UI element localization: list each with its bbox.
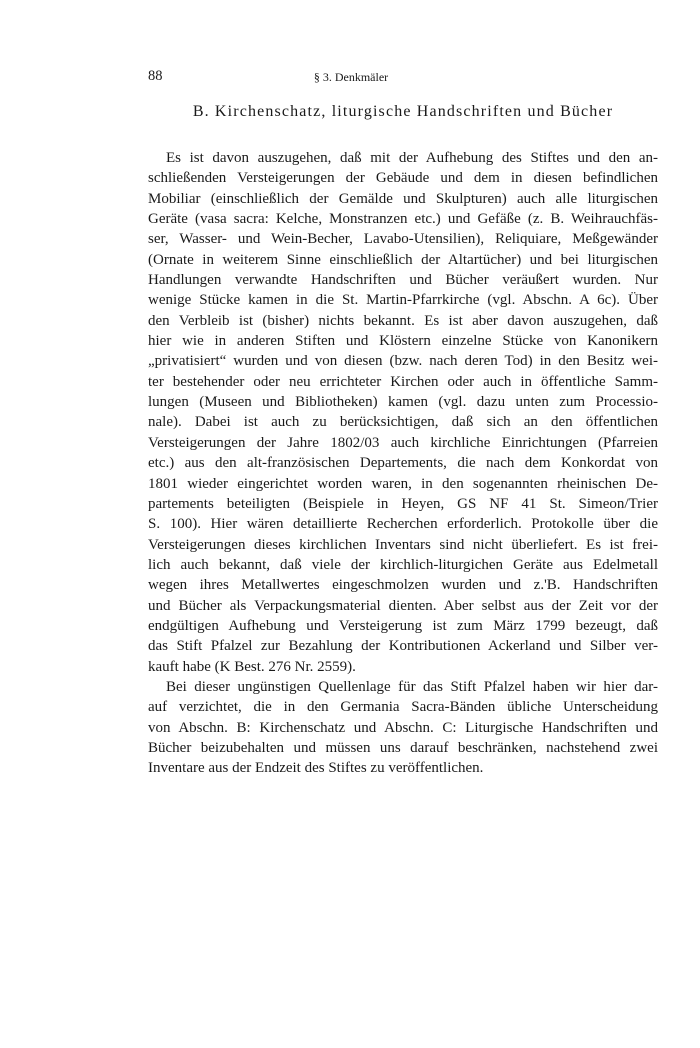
- text-line: das Stift Pfalzel zur Bezahlung der Kontributionen Ackerland und Silber ver-: [148, 638, 658, 655]
- text-line: nale). Dabei ist auch zu berücksichtigen, daß sich an den öffentlichen: [148, 414, 658, 431]
- text-line: S. 100). Hier wären detaillierte Recherchen erforderlich. Protokolle über die: [148, 516, 658, 533]
- text-line: etc.) aus den alt-französischen Departements, die nach dem Konkordat von: [148, 455, 658, 472]
- text-line: endgültigen Aufhebung und Versteigerung ist zum März 1799 bezeugt, daß: [148, 617, 658, 634]
- text-line: von Abschn. B: Kirchenschatz und Abschn. C: Liturgische Handschriften und: [148, 719, 658, 736]
- text-line: wenige Stücke kamen in die St. Martin-Pfarrkirche (vgl. Abschn. A 6c). Über: [148, 292, 658, 309]
- text-line: den Verbleib ist (bisher) nichts bekannt. Es ist aber davon auszugehen, daß: [148, 312, 658, 329]
- page-number: 88: [148, 68, 163, 84]
- text-line: Geräte (vasa sacra: Kelche, Monstranzen etc.) und Gefäße (z. B. Weihrauchfäs-: [148, 211, 658, 228]
- paragraph: [148, 148, 658, 677]
- text-line: ter bestehender oder neu errichteter Kirchen oder auch in öffentliche Samm-: [148, 373, 658, 390]
- text-line: und Bücher als Verpackungsmaterial dienten. Aber selbst aus der Zeit vor der: [148, 597, 658, 614]
- text-line: Es ist davon auszugehen, daß mit der Aufhebung des Stiftes und den an-: [166, 150, 658, 166]
- text-line: partements beteiligten (Beispiele in Heyen, GS NF 41 St. Simeon/Trier: [148, 495, 658, 512]
- text-line: Handlungen verwandte Handschriften und Bücher veräußert wurden. Nur: [148, 272, 658, 289]
- text-line: Bei dieser ungünstigen Quellenlage für das Stift Pfalzel haben wir hier dar-: [166, 678, 658, 695]
- text-line: (Ornate in weiterem Sinne einschließlich der Altartücher) und bei liturgischen: [148, 251, 658, 268]
- text-line: wegen ihres Metallwertes eingeschmolzen wurden und z.'B. Handschriften: [148, 577, 658, 594]
- text-line: Mobiliar (einschließlich der Gemälde und Skulpturen) auch alle liturgischen: [148, 190, 658, 207]
- text-line: Versteigerungen der Jahre 1802/03 auch kirchliche Einrichtungen (Pfarreien: [148, 434, 658, 451]
- text-line: lich auch bekannt, daß viele der kirchlich-liturgichen Geräte aus Edelmetall: [148, 556, 658, 573]
- text-line: Versteigerungen dieses kirchlichen Inventars sind nicht überliefert. Es ist frei-: [148, 536, 658, 553]
- text-line: schließenden Versteigerungen der Gebäude und dem in diesen befindlichen: [148, 170, 658, 187]
- text-line: 1801 wieder eingerichtet worden waren, in den sogenannten rheinischen De-: [148, 475, 658, 492]
- paragraph: [148, 677, 658, 779]
- text-line: „privatisiert“ wurden und von diesen (bzw. nach deren Tod) in den Besitz wei-: [148, 353, 658, 370]
- running-head: § 3. Denkmäler: [313, 70, 389, 84]
- section-heading: B. Kirchenschatz, liturgische Handschriften und Bücher: [192, 103, 614, 120]
- text-line: lungen (Museen und Bibliotheken) kamen (vgl. dazu unten zum Processio-: [148, 394, 658, 411]
- text-line: Bücher beizubehalten und müssen uns darauf beschränken, nachstehend zwei: [148, 739, 658, 756]
- text-line: auf verzichtet, die in den Germania Sacra-Bänden übliche Unterscheidung: [148, 699, 658, 716]
- body-text: [148, 148, 658, 779]
- text-line: Inventare aus der Endzeit des Stiftes zu veröffentlichen.: [148, 760, 484, 777]
- text-line: kauft habe (K Best. 276 Nr. 2559).: [148, 658, 356, 675]
- text-line: ser, Wasser- und Wein-Becher, Lavabo-Utensilien), Reliquiare, Meßgewänder: [148, 231, 658, 248]
- text-line: hier wie in anderen Stiften und Klöstern einzelne Stücke von Kanonikern: [148, 333, 658, 350]
